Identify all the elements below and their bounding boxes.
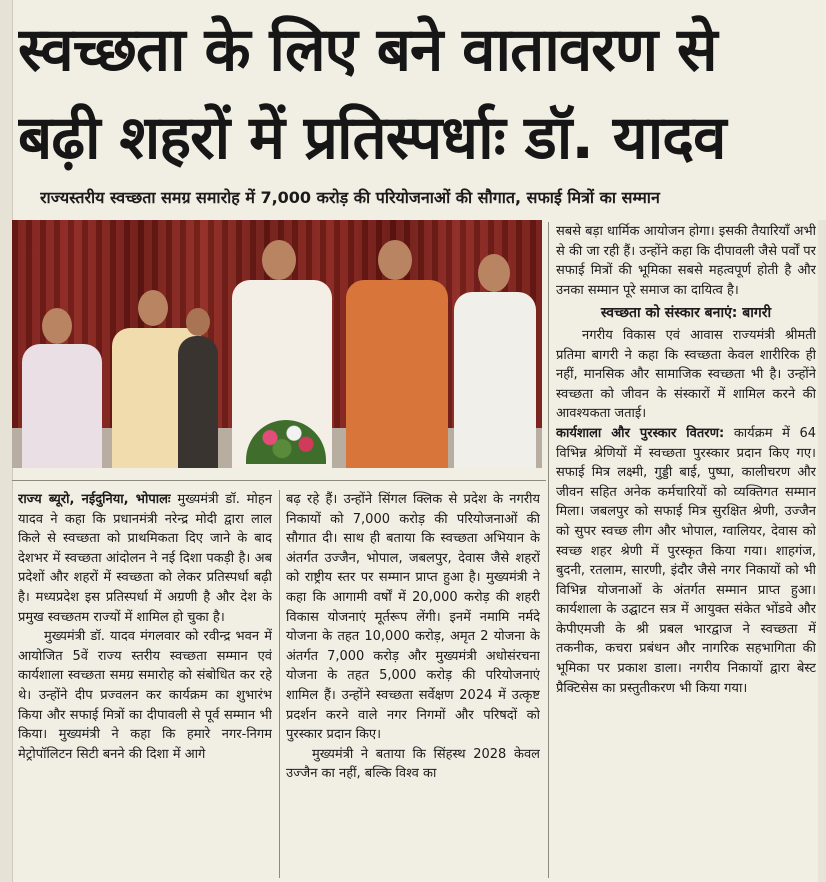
person-6	[452, 244, 538, 468]
article-column-3	[556, 222, 816, 878]
person-5	[342, 234, 452, 468]
adjacent-column-edge	[818, 220, 826, 882]
person-1	[18, 278, 104, 468]
paragraph-text: मुख्यमंत्री डॉ. मोहन यादव ने कहा कि प्रधानमंत्री नरेन्द्र मोदी द्वारा लाल किले से स्वच्छता को प्राथमिकता दिए जाने के बाद देशभर में स्वच्छता आंदोलन ने नई दिशा पकड़ी है। अब प्रदेशों और शहरों में स्वच्छता को लेकर प्रतिस्पर्धा बढ़ी है। मध्यप्रदेश इस प्रतिस्पर्धा में अग्रणी है और देश के प्रमुख स्वच्छतम राज्यों में शामिल हो चुका है।	[18, 492, 272, 625]
photo-divider	[12, 480, 546, 481]
run-in-heading: कार्यशाला और पुरस्कार वितरण:	[556, 425, 725, 441]
crosshead: स्वच्छता को संस्कार बनाएं: बागरी	[600, 305, 772, 322]
subheadline: राज्यस्तरीय स्वच्छता समग्र समारोह में 7,000 करोड़ की परियोजनाओं की सौगात, सफाई मित्रों का सम्मान	[40, 188, 660, 207]
dateline: राज्य ब्यूरो, नईदुनिया, भोपालः	[18, 492, 171, 507]
article-column-1	[18, 490, 272, 878]
column-divider-right	[548, 222, 549, 878]
headline-line-1: स्वच्छता के लिए बने वातावरण से	[18, 15, 717, 85]
paragraph: सबसे बड़ा धार्मिक आयोजन होगा। इसकी तैयारियाँ अभी से की जा रही हैं। उन्होंने कहा कि दीपावली जैसे पर्वों पर सफाई मित्रों की भूमिका सबसे महत्वपूर्ण होती है और उनका सम्मान पूरे समाज का दायित्व है।	[556, 224, 816, 298]
paragraph: मुख्यमंत्री ने बताया कि सिंहस्थ 2028 केवल उज्जैन का नहीं, बल्कि विश्व का	[286, 746, 540, 782]
person-3	[178, 268, 218, 468]
paragraph: नगरीय विकास एवं आवास राज्यमंत्री श्रीमती प्रतिमा बागरी ने कहा कि स्वच्छता केवल शारीरिक ही नहीं, मानसिक और सामाजिक स्वच्छता भी है। उन्होंने स्वच्छता को जीवन के संस्कारों में शामिल करने की आवश्यकता जताई।	[556, 327, 816, 422]
paragraph	[556, 424, 816, 698]
paragraph: बढ़ रहे हैं। उन्होंने सिंगल क्लिक से प्रदेश के नगरीय निकायों को 7,000 करोड़ की परियोजनाओं की सौगात दी। साथ ही बताया कि स्वच्छता अभियान के अंतर्गत उज्जैन, भोपाल, जबलपुर, देवास जैसे शहरों को राष्ट्रीय स्तर पर सम्मान प्राप्त हुआ है। मुख्यमंत्री ने कहा कि आगामी वर्षों में 20,000 करोड़ की शहरी विकास योजनाएं मूर्तरूप लेंगी। इनमें नमामि नर्मदे योजना के तहत 10,000 करोड़, अमृत 2 योजना के अंतर्गत 7,000 करोड़ और मुख्यमंत्री अधोसंरचना योजना के तहत 5,000 करोड़ की परियोजनाएं शामिल हैं। उन्होंने स्वच्छता सर्वेक्षण 2024 में उत्कृष्ट प्रदर्शन करने वाले नगर निगमों और परिषदों को पुरस्कार प्रदान किए।	[286, 492, 540, 743]
headline-line-2: बढ़ी शहरों में प्रतिस्पर्धाः डॉ. यादव	[18, 103, 726, 173]
paragraph	[18, 490, 272, 627]
paragraph-text: कार्यक्रम में 64 विभिन्न श्रेणियों में स्वच्छता पुरस्कार प्रदान किए गए। सफाई मित्र लक्ष्मी, गुड्डी बाई, पुष्पा, कालीचरण और जीवन सहित अनेक कर्मचारियों को व्यक्तिगत सम्मान मिला। जबलपुर को सफाई मित्र सुरक्षित श्रेणी, उज्जैन को सुपर स्वच्छ लीग और भोपाल, ग्वालियर, देवास को स्वच्छ शहर श्रेणी में पुरस्कृत किया गया। शाहगंज, बुदनी, रतलाम, सारणी, इंदौर जैसे नगर निकायों को भी विभिन्न योजनाओं के अंतर्गत सम्मान प्राप्त हुआ। कार्यशाला के उद्घाटन सत्र में आयुक्त संकेत भोंडवे और केपीएमजी के श्री प्रबल भारद्वाज ने स्वच्छता में तकनीक, कचरा प्रबंधन और नागरिक सहभागिता की भूमिका पर प्रकाश डाला। नगरीय निकायों द्वारा बेस्ट प्रैक्टिसेस का प्रस्तुतीकरण भी किया गया।	[556, 425, 816, 696]
paragraph: मुख्यमंत्री डॉ. यादव मंगलवार को रवीन्द्र भवन में आयोजित 5वें राज्य स्तरीय स्वच्छता सम्मान एवं कार्यशाला स्वच्छता समग्र समारोह को संबोधित कर रहे थे। उन्होंने दीप प्रज्वलन कर कार्यक्रम का शुभारंभ किया और सफाई मित्रों का दीपावली से पूर्व सम्मान भी किया। मुख्यमंत्री ने कहा कि हमारे नगर-निगम मेट्रोपॉलिटन सिटी बनने की दिशा में आगे	[18, 629, 272, 762]
column-divider-left	[279, 490, 280, 878]
event-photo	[12, 220, 542, 468]
article-column-2	[286, 490, 540, 878]
